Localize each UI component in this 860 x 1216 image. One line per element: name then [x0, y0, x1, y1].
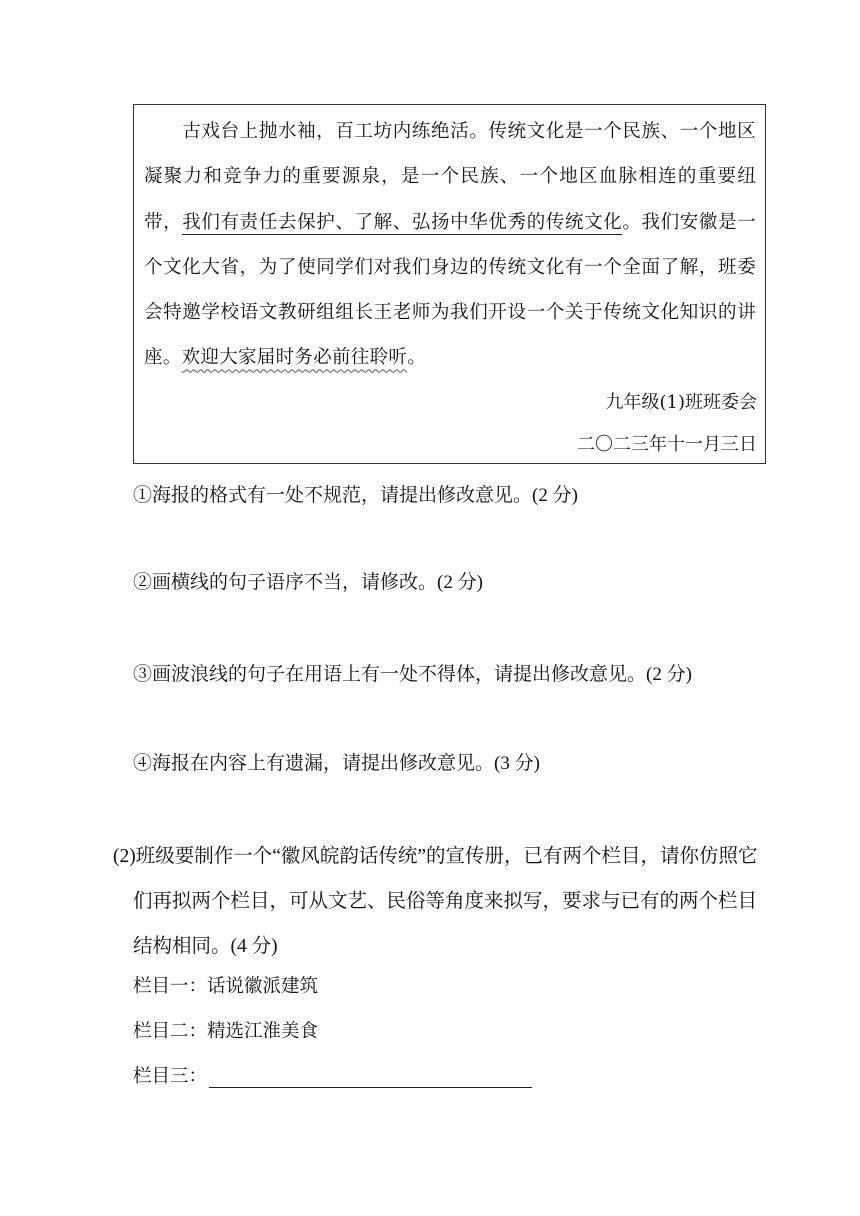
poster-text-part1: 古戏台上抛水袖，百工坊内练绝活。传统文化是一个民族、一个地区凝聚力和竞争力的重要源泉，是一个民族、一个地区血脉相连的重要纽带，	[144, 121, 756, 233]
question-4: ④海报在内容上有遗漏，请提出修改意见。(3 分)	[133, 753, 540, 774]
poster-text-part3: 。	[407, 347, 427, 369]
column-3	[133, 1062, 532, 1088]
part-2-question	[113, 834, 793, 969]
poster-date: 二〇二三年十一月三日	[577, 434, 757, 455]
question-3: ③画波浪线的句子在用语上有一处不得体，请提出修改意见。(2 分)	[133, 664, 692, 685]
column-2: 栏目二：精选江淮美食	[133, 1021, 319, 1042]
column-1: 栏目一：话说徽派建筑	[133, 976, 319, 997]
wavy-underlined-sentence: 欢迎大家届时务必前往聆听	[181, 347, 408, 369]
question-2: ②画横线的句子语序不当，请修改。(2 分)	[133, 572, 483, 593]
poster-body	[144, 109, 756, 381]
part-2-line-3: 结构相同。(4 分)	[133, 936, 278, 957]
straight-underlined-sentence: 我们有责任去保护、了解、弘扬中华优秀的传统文化	[182, 211, 623, 233]
poster-text-part2: 。我们安徽是一个文化大省，为了使同学们对我们身边的传统文化有一个全面了解，班委会特邀学校语文教研组组长王老师为我们开设一个关于传统文化知识的讲座。	[144, 211, 756, 369]
part-2-line-2: 们再拟两个栏目，可从文艺、民俗等角度来拟写，要求与已有的两个栏目	[133, 891, 758, 912]
poster-signature: 九年级(1)班班委会	[605, 392, 757, 413]
poster-box	[133, 104, 766, 464]
part-2-line-1: (2)班级要制作一个“徽风皖韵话传统”的宣传册，已有两个栏目，请你仿照它	[113, 846, 758, 867]
column-3-label: 栏目三：	[133, 1066, 208, 1087]
column-3-answer-blank[interactable]	[209, 1069, 532, 1088]
question-1: ①海报的格式有一处不规范，请提出修改意见。(2 分)	[133, 485, 578, 506]
